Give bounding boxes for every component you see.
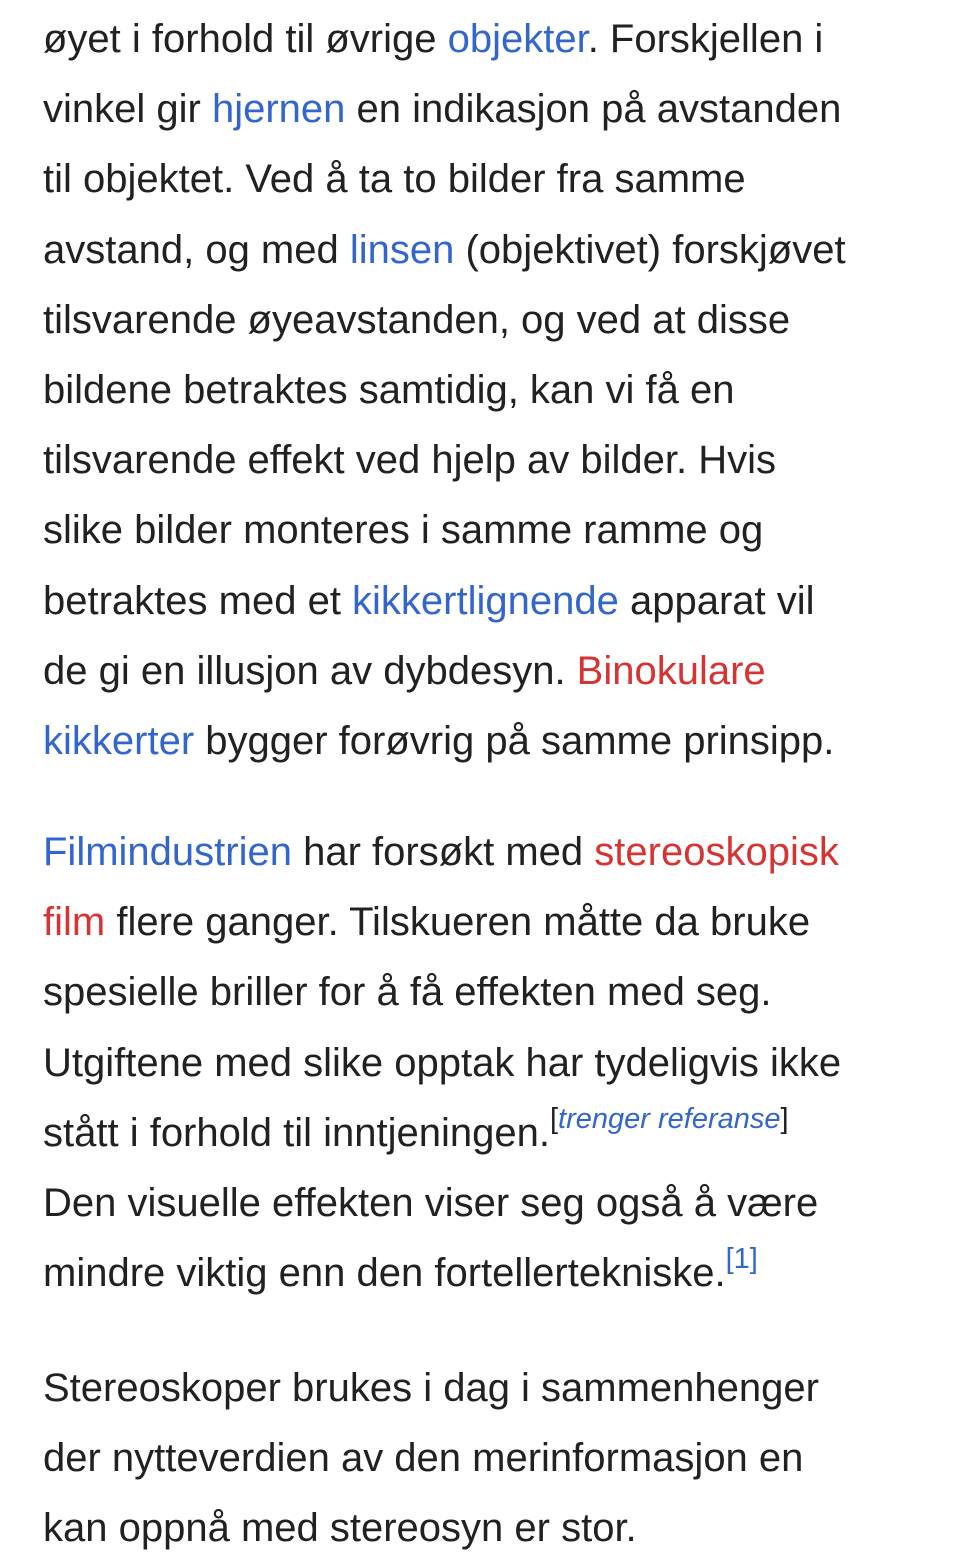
- body-text: har forsøkt med: [291, 830, 595, 874]
- body-text: vinkel gir: [43, 87, 212, 132]
- body-text: flere ganger. Tilskueren måtte da bruke: [105, 900, 811, 945]
- body-text: stått i forhold til inntjeningen.: [43, 1110, 550, 1155]
- article-link[interactable]: hjernen: [211, 87, 346, 132]
- missing-article-link[interactable]: Binokulare: [576, 648, 766, 693]
- missing-article-link[interactable]: stereoskopisk: [594, 830, 839, 874]
- body-text: de gi en illusjon av dybdesyn.: [43, 648, 577, 693]
- body-text: betraktes med et: [43, 578, 353, 623]
- body-text: Stereoskoper brukes i dag i sammenhenger: [43, 1366, 819, 1410]
- article-link[interactable]: linsen: [349, 227, 455, 272]
- text-line: [43, 636, 846, 706]
- body-text: en indikasjon på avstanden: [345, 87, 842, 132]
- text-line: [43, 355, 846, 425]
- body-text: Utgiftene med slike opptak har tydeligvis ikke: [43, 1040, 842, 1085]
- body-text: spesielle briller for å få effekten med seg.: [43, 970, 772, 1015]
- article-link[interactable]: Filmindustrien: [43, 830, 292, 874]
- text-line: [43, 1168, 841, 1238]
- article-link[interactable]: objekter: [447, 17, 588, 61]
- text-line: [43, 566, 846, 636]
- body-text: mindre viktig enn den fortellertekniske.: [43, 1251, 726, 1296]
- text-line: [43, 706, 846, 776]
- text-line: [43, 1423, 819, 1493]
- text-line: [43, 1353, 819, 1423]
- body-text: slike bilder monteres i samme ramme og: [43, 508, 764, 553]
- text-line: [43, 887, 841, 957]
- body-text: tilsvarende øyeavstanden, og ved at disse: [43, 297, 791, 342]
- text-line: [43, 215, 846, 285]
- missing-article-link[interactable]: film: [43, 900, 106, 945]
- body-text: avstand, og med: [43, 227, 350, 272]
- body-text: (objektivet) forskjøvet: [454, 227, 846, 272]
- body-text: øyet i forhold til øvrige: [43, 17, 448, 61]
- article-link[interactable]: kikkertlignende: [352, 578, 619, 623]
- text-line: [43, 1098, 841, 1168]
- body-text: kan oppnå med stereosyn er stor.: [43, 1506, 637, 1551]
- body-text: . Forskjellen i: [587, 17, 824, 61]
- paragraph: [43, 4, 846, 776]
- text-line: [43, 817, 841, 887]
- text-line: [43, 144, 846, 214]
- text-line: [43, 425, 846, 495]
- reference-marker: [726, 1243, 758, 1275]
- text-line: [43, 1238, 841, 1308]
- body-text: der nytteverdien av den merinformasjon en: [43, 1436, 804, 1481]
- body-text: bygger forøvrig på samme prinsipp.: [194, 718, 835, 763]
- text-line: [43, 495, 846, 565]
- citation-needed-link[interactable]: trenger referanse: [558, 1102, 781, 1135]
- text-line: [43, 74, 846, 144]
- article-link[interactable]: kikkerter: [43, 718, 195, 763]
- text-line: [43, 4, 846, 74]
- reference-link[interactable]: [1]: [725, 1243, 758, 1276]
- text-line: [43, 285, 846, 355]
- body-text: bildene betraktes samtidig, kan vi få en: [43, 367, 735, 412]
- body-text: apparat vil: [618, 578, 815, 623]
- citation-needed: [trenger referanse]: [549, 1102, 789, 1135]
- text-line: [43, 957, 841, 1027]
- body-text: til objektet. Ved å ta to bilder fra samme: [43, 157, 746, 202]
- body-text: Den visuelle effekten viser seg også å være: [43, 1180, 819, 1225]
- text-line: [43, 1028, 841, 1098]
- paragraph: [43, 817, 841, 1308]
- text-line: [43, 1493, 819, 1563]
- paragraph: [43, 1353, 819, 1564]
- body-text: tilsvarende effekt ved hjelp av bilder. Hvis: [43, 438, 776, 483]
